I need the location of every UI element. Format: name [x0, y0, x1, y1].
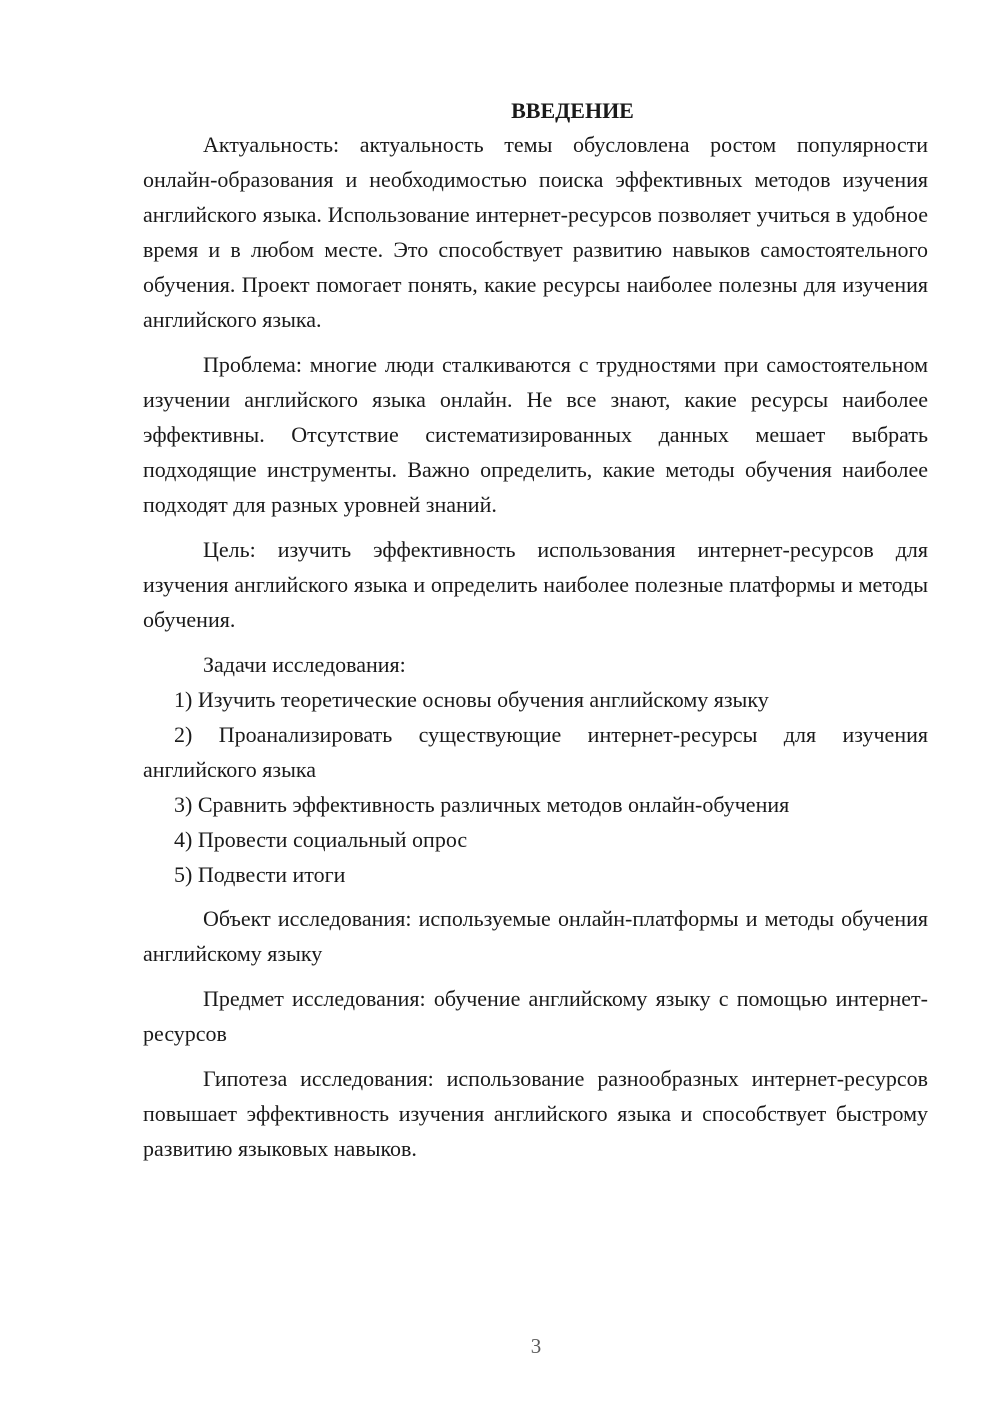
- problem-paragraph: Проблема: многие люди сталкиваются с трудностями при самостоятельном изучении английского языка онлайн. Не все знают, какие ресурсы наиболее эффективны. Отсутствие систематизированных данных мешает выбрать подходящие инструменты. Важно определить, какие методы обучения наиболее подходят для разных уровней знаний.: [143, 352, 928, 517]
- task-item-2: 2) Проанализировать существующие интернет-ресурсы для изучения английского языка: [143, 722, 928, 782]
- task-item-1: 1) Изучить теоретические основы обучения английскому языку: [174, 687, 769, 712]
- task-item-5: 5) Подвести итоги: [174, 862, 346, 887]
- task-item-4: 4) Провести социальный опрос: [174, 827, 468, 852]
- tasks-title: Задачи исследования:: [203, 652, 406, 677]
- goal-paragraph: Цель: изучить эффективность использования интернет-ресурсов для изучения английского языка и определить наиболее полезные платформы и методы обучения.: [143, 537, 928, 632]
- task-item-3: 3) Сравнить эффективность различных методов онлайн-обучения: [174, 792, 790, 817]
- subject-paragraph: Предмет исследования: обучение английскому языку с помощью интернет-ресурсов: [143, 986, 928, 1046]
- page-content: [143, 93, 928, 1166]
- page-number: 3: [530, 1334, 542, 1358]
- hypothesis-paragraph: Гипотеза исследования: использование разнообразных интернет-ресурсов повышает эффективность изучения английского языка и способствует быстрому развитию языковых навыков.: [143, 1066, 928, 1161]
- relevance-paragraph: Актуальность: актуальность темы обусловлена ростом популярности онлайн-образования и необходимостью поиска эффективных методов изучения английского языка. Использование интернет-ресурсов позволяет учиться в удобное время и в любом месте. Это способствует развитию навыков самостоятельного обучения. Проект помогает понять, какие ресурсы наиболее полезны для изучения английского языка.: [143, 132, 928, 332]
- object-paragraph: Объект исследования: используемые онлайн-платформы и методы обучения английскому языку: [143, 906, 928, 966]
- section-heading: ВВЕДЕНИЕ: [511, 98, 634, 123]
